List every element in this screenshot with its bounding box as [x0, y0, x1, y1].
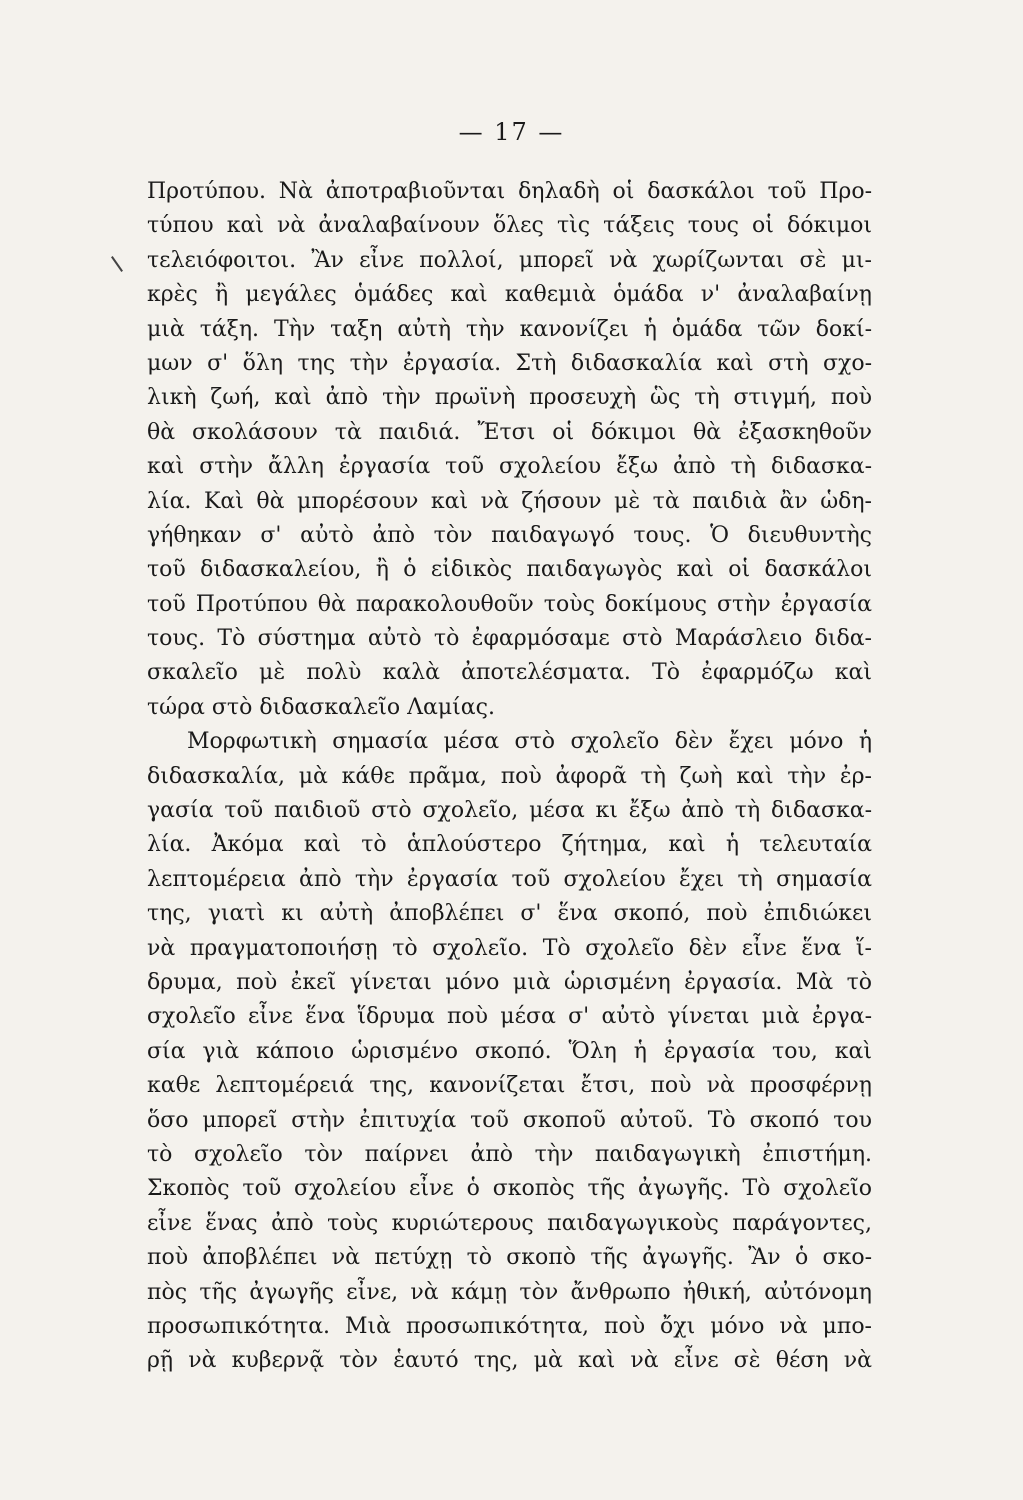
- text-line: τοῦ διδασκαλείου, ἢ ὁ εἰδικὸς παιδαγωγὸς καὶ οἱ δασκάλοι: [147, 557, 872, 583]
- text-line: ὅσο μπορεῖ στὴν ἐπιτυχία τοῦ σκοποῦ αὐτοῦ. Τὸ σκοπό του: [147, 1107, 872, 1133]
- text-line: τους. Τὸ σύστημα αὐτὸ τὸ ἐφαρμόσαμε στὸ Μαράσλειο διδα-: [147, 626, 872, 652]
- text-line: λία. Ἀκόμα καὶ τὸ ἁπλούστερο ζήτημα, καὶ ἡ τελευταία: [147, 832, 872, 858]
- text-line: τὸ σχολεῖο τὸν παίρνει ἀπὸ τὴν παιδαγωγικὴ ἐπιστήμη.: [147, 1141, 872, 1167]
- text-line: δρυμα, ποὺ ἐκεῖ γίνεται μόνο μιὰ ὡρισμένη ἐργασία. Μὰ τὸ: [147, 969, 872, 995]
- text-line: καθε λεπτομέρειά της, κανονίζεται ἔτσι, ποὺ νὰ προσφέρνῃ: [147, 1073, 872, 1099]
- text-line: λεπτομέρεια ἀπὸ τὴν ἐργασία τοῦ σχολείου ἔχει τὴ σημασία: [147, 866, 872, 892]
- text-line: τελειόφοιτοι. Ἂν εἶνε πολλοί, μπορεῖ νὰ χωρίζωνται σὲ μι-: [147, 247, 872, 273]
- text-line: τύπου καὶ νὰ ἀναλαβαίνουν ὅλες τὶς τάξεις τους οἱ δόκιμοι: [147, 213, 872, 239]
- text-line: νὰ πραγματοποιήσῃ τὸ σχολεῖο. Τὸ σχολεῖο δὲν εἶνε ἕνα ἵ-: [147, 935, 872, 961]
- text-line: γασία τοῦ παιδιοῦ στὸ σχολεῖο, μέσα κι ἔξω ἀπὸ τὴ διδασκα-: [147, 798, 872, 824]
- text-line: θὰ σκολάσουν τὰ παιδιά. Ἔτσι οἱ δόκιμοι θὰ ἐξασκηθοῦν: [147, 419, 872, 445]
- text-line: καὶ στὴν ἄλλη ἐργασία τοῦ σχολείου ἔξω ἀπὸ τὴ διδασκα-: [147, 454, 872, 480]
- text-line: λικὴ ζωή, καὶ ἀπὸ τὴν πρωϊνὴ προσευχὴ ὣς τὴ στιγμή, ποὺ: [147, 385, 872, 411]
- text-line: σχολεῖο εἶνε ἕνα ἵδρυμα ποὺ μέσα σ' αὐτὸ γίνεται μιὰ ἐργα-: [147, 1004, 872, 1030]
- text-line: Προτύπου. Νὰ ἀποτραβιοῦνται δηλαδὴ οἱ δασκάλοι τοῦ Προ-: [147, 179, 872, 204]
- text-line: Μορφωτικὴ σημασία μέσα στὸ σχολεῖο δὲν ἔχει μόνο ἡ: [187, 729, 872, 755]
- margin-mark: [111, 256, 123, 272]
- page-number: — 17 —: [458, 118, 565, 146]
- text-line: ρῇ νὰ κυβερνᾷ τὸν ἑαυτό της, μὰ καὶ νὰ εἶνε σὲ θέση νὰ: [147, 1348, 872, 1374]
- text-line: ποὺ ἀποβλέπει νὰ πετύχῃ τὸ σκοπὸ τῆς ἀγωγῆς. Ἂν ὁ σκο-: [147, 1245, 872, 1271]
- text-line: κρὲς ἢ μεγάλες ὁμάδες καὶ καθεμιὰ ὁμάδα ν' ἀναλαβαίνῃ: [147, 282, 872, 308]
- text-line: σκαλεῖο μὲ πολὺ καλὰ ἀποτελέσματα. Τὸ ἐφαρμόζω καὶ: [147, 660, 872, 686]
- text-line: εἶνε ἕνας ἀπὸ τοὺς κυριώτερους παιδαγωγικοὺς παράγοντες,: [147, 1210, 872, 1236]
- text-line: Σκοπὸς τοῦ σχολείου εἶνε ὁ σκοπὸς τῆς ἀγωγῆς. Τὸ σχολεῖο: [147, 1176, 872, 1202]
- text-line: λία. Καὶ θὰ μπορέσουν καὶ νὰ ζήσουν μὲ τὰ παιδιὰ ἂν ὡδη-: [147, 488, 872, 514]
- body-text: [147, 175, 872, 1379]
- text-line: σία γιὰ κάποιο ὡρισμένο σκοπό. Ὅλη ἡ ἐργασία του, καὶ: [147, 1038, 872, 1064]
- text-line: διδασκαλία, μὰ κάθε πρᾶμα, ποὺ ἀφορᾶ τὴ ζωὴ καὶ τὴν ἐρ-: [147, 763, 872, 789]
- text-line: προσωπικότητα. Μιὰ προσωπικότητα, ποὺ ὄχι μόνο νὰ μπο-: [147, 1313, 872, 1339]
- text-line: τώρα στὸ διδασκαλεῖο Λαμίας.: [147, 694, 495, 720]
- text-line: τοῦ Προτύπου θὰ παρακολουθοῦν τοὺς δοκίμους στὴν ἐργασία: [147, 591, 872, 617]
- text-line: της, γιατὶ κι αὐτὴ ἀποβλέπει σ' ἕνα σκοπό, ποὺ ἐπιδιώκει: [147, 901, 872, 927]
- text-line: μων σ' ὅλη της τὴν ἐργασία. Στὴ διδασκαλία καὶ στὴ σχο-: [147, 350, 872, 376]
- text-line: γήθηκαν σ' αὐτὸ ἀπὸ τὸν παιδαγωγό τους. Ὁ διευθυντὴς: [147, 522, 872, 548]
- text-line: πὸς τῆς ἀγωγῆς εἶνε, νὰ κάμῃ τὸν ἄνθρωπο ἠθική, αὐτόνομη: [147, 1279, 872, 1305]
- text-line: μιὰ τάξη. Τὴν ταξη αὐτὴ τὴν κανονίζει ἡ ὁμάδα τῶν δοκί-: [147, 316, 872, 342]
